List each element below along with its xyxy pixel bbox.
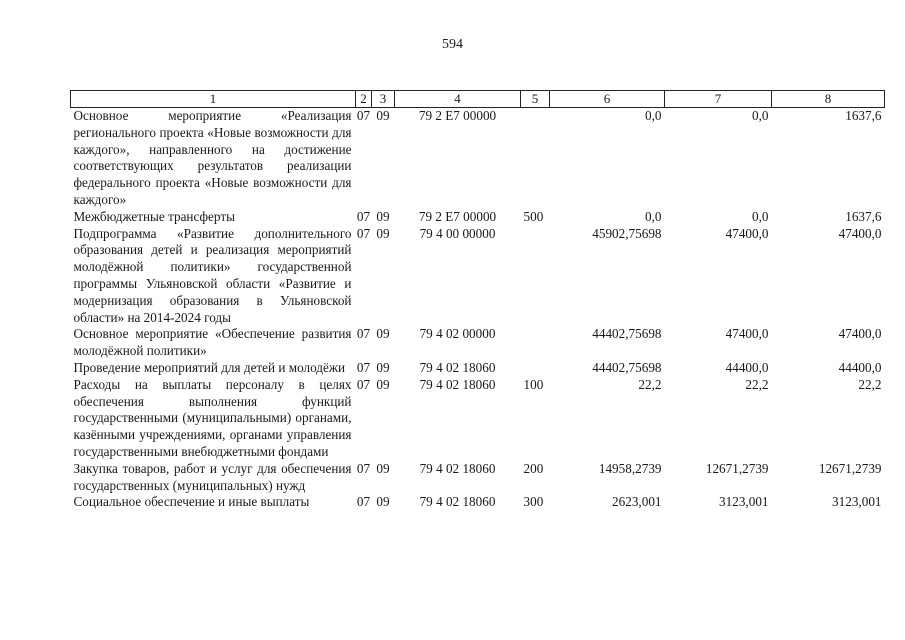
row-type — [521, 326, 550, 360]
row-value-6: 22,2 — [638, 376, 662, 392]
row-value-8: 22,2 — [858, 376, 882, 392]
row-value-6: 0,0 — [645, 208, 662, 224]
row-value-7: 3123,001 — [719, 494, 769, 510]
row-value-8: 12671,2739 — [818, 460, 882, 476]
row-name: Закупка товаров, работ и услуг для обеспечения государственных (муниципальных) нужд — [73, 460, 352, 493]
row-subsection: 09 — [376, 460, 390, 476]
row-section: 07 — [356, 359, 371, 375]
header-col-value-7: 7 — [665, 91, 772, 108]
table-row — [71, 360, 885, 377]
row-code: 79 4 02 18060 — [419, 376, 496, 392]
header-col-subsection: 3 — [372, 91, 395, 108]
row-subsection: 09 — [376, 326, 390, 342]
row-value-6: 45902,75698 — [592, 225, 662, 241]
row-code: 79 4 02 18060 — [419, 359, 496, 375]
row-subsection: 09 — [376, 225, 390, 241]
header-row — [71, 91, 885, 108]
row-value-7: 0,0 — [752, 208, 769, 224]
row-section: 07 — [356, 108, 371, 123]
row-name: Проведение мероприятий для детей и молодёжи — [73, 359, 346, 375]
row-value-8: 1637,6 — [845, 208, 882, 224]
row-subsection: 09 — [376, 494, 390, 510]
header-col-value-6: 6 — [550, 91, 665, 108]
row-type: 100 — [523, 376, 544, 392]
row-name: Межбюджетные трансферты — [73, 208, 235, 224]
row-code: 79 4 02 18060 — [419, 494, 496, 510]
table-row — [71, 108, 885, 209]
row-section: 07 — [356, 494, 371, 510]
row-type: 300 — [523, 494, 544, 510]
row-value-8: 3123,001 — [832, 494, 882, 510]
row-value-6: 44402,75698 — [592, 326, 662, 342]
row-code: 79 2 Е7 00000 — [418, 208, 497, 224]
row-value-6: 44402,75698 — [592, 359, 662, 375]
row-name: Социальное обеспечение и иные выплаты — [73, 494, 310, 510]
row-section: 07 — [356, 208, 371, 224]
header-col-code: 4 — [395, 91, 521, 108]
row-type — [521, 226, 550, 327]
row-name: Основное мероприятие «Обеспечение развития молодёжной политики» — [73, 326, 352, 359]
header-col-value-8: 8 — [772, 91, 885, 108]
row-name: Основное мероприятие «Реализация регионального проекта «Новые возможности для каждого», направленного на достижение соответствующих результатов реализации федерального проекта «Новые возможности для каждого» — [73, 108, 352, 207]
row-name: Подпрограмма «Развитие дополнительного образования детей и реализация мероприятий молодёжной политики» государственной программы Ульяновской области «Развитие и модернизация образования в Ульяновской области» на 2014-2024 годы — [73, 225, 352, 325]
row-subsection: 09 — [376, 108, 390, 123]
row-type: 500 — [523, 208, 544, 224]
row-subsection: 09 — [376, 359, 390, 375]
row-value-7: 47400,0 — [725, 326, 769, 342]
row-type: 200 — [523, 460, 544, 476]
table-row — [71, 377, 885, 461]
row-subsection: 09 — [376, 208, 390, 224]
row-section: 07 — [356, 460, 371, 476]
row-value-7: 44400,0 — [725, 359, 769, 375]
table-row — [71, 209, 885, 226]
table-row — [71, 326, 885, 360]
row-value-7: 22,2 — [745, 376, 769, 392]
header-col-name: 1 — [71, 91, 356, 108]
row-value-7: 0,0 — [752, 108, 769, 123]
page-number: 594 — [442, 37, 463, 52]
row-value-7: 12671,2739 — [705, 460, 769, 476]
row-value-8: 47400,0 — [838, 326, 882, 342]
table-row — [71, 494, 885, 511]
row-code: 79 4 02 18060 — [419, 460, 496, 476]
header-col-type: 5 — [521, 91, 550, 108]
budget-table — [70, 90, 885, 511]
row-section: 07 — [356, 376, 371, 392]
row-value-7: 47400,0 — [725, 225, 769, 241]
row-value-6: 14958,2739 — [598, 460, 662, 476]
row-code: 79 4 00 00000 — [419, 225, 496, 241]
row-type — [521, 108, 550, 209]
row-code: 79 4 02 00000 — [419, 326, 496, 342]
row-section: 07 — [356, 225, 371, 241]
row-section: 07 — [356, 326, 371, 342]
row-subsection: 09 — [376, 376, 390, 392]
row-type — [521, 360, 550, 377]
row-value-8: 1637,6 — [845, 108, 882, 123]
table-row — [71, 461, 885, 495]
header-col-section: 2 — [356, 91, 372, 108]
table-row — [71, 226, 885, 327]
row-code: 79 2 Е7 00000 — [418, 108, 497, 123]
row-value-8: 47400,0 — [838, 225, 882, 241]
row-value-6: 0,0 — [645, 108, 662, 123]
row-name: Расходы на выплаты персоналу в целях обеспечения выполнения функций государственными (муниципальными) органами, казёнными учреждениями, органами управления государственными внебюджетными фондами — [73, 376, 352, 459]
row-value-6: 2623,001 — [612, 494, 662, 510]
row-value-8: 44400,0 — [838, 359, 882, 375]
